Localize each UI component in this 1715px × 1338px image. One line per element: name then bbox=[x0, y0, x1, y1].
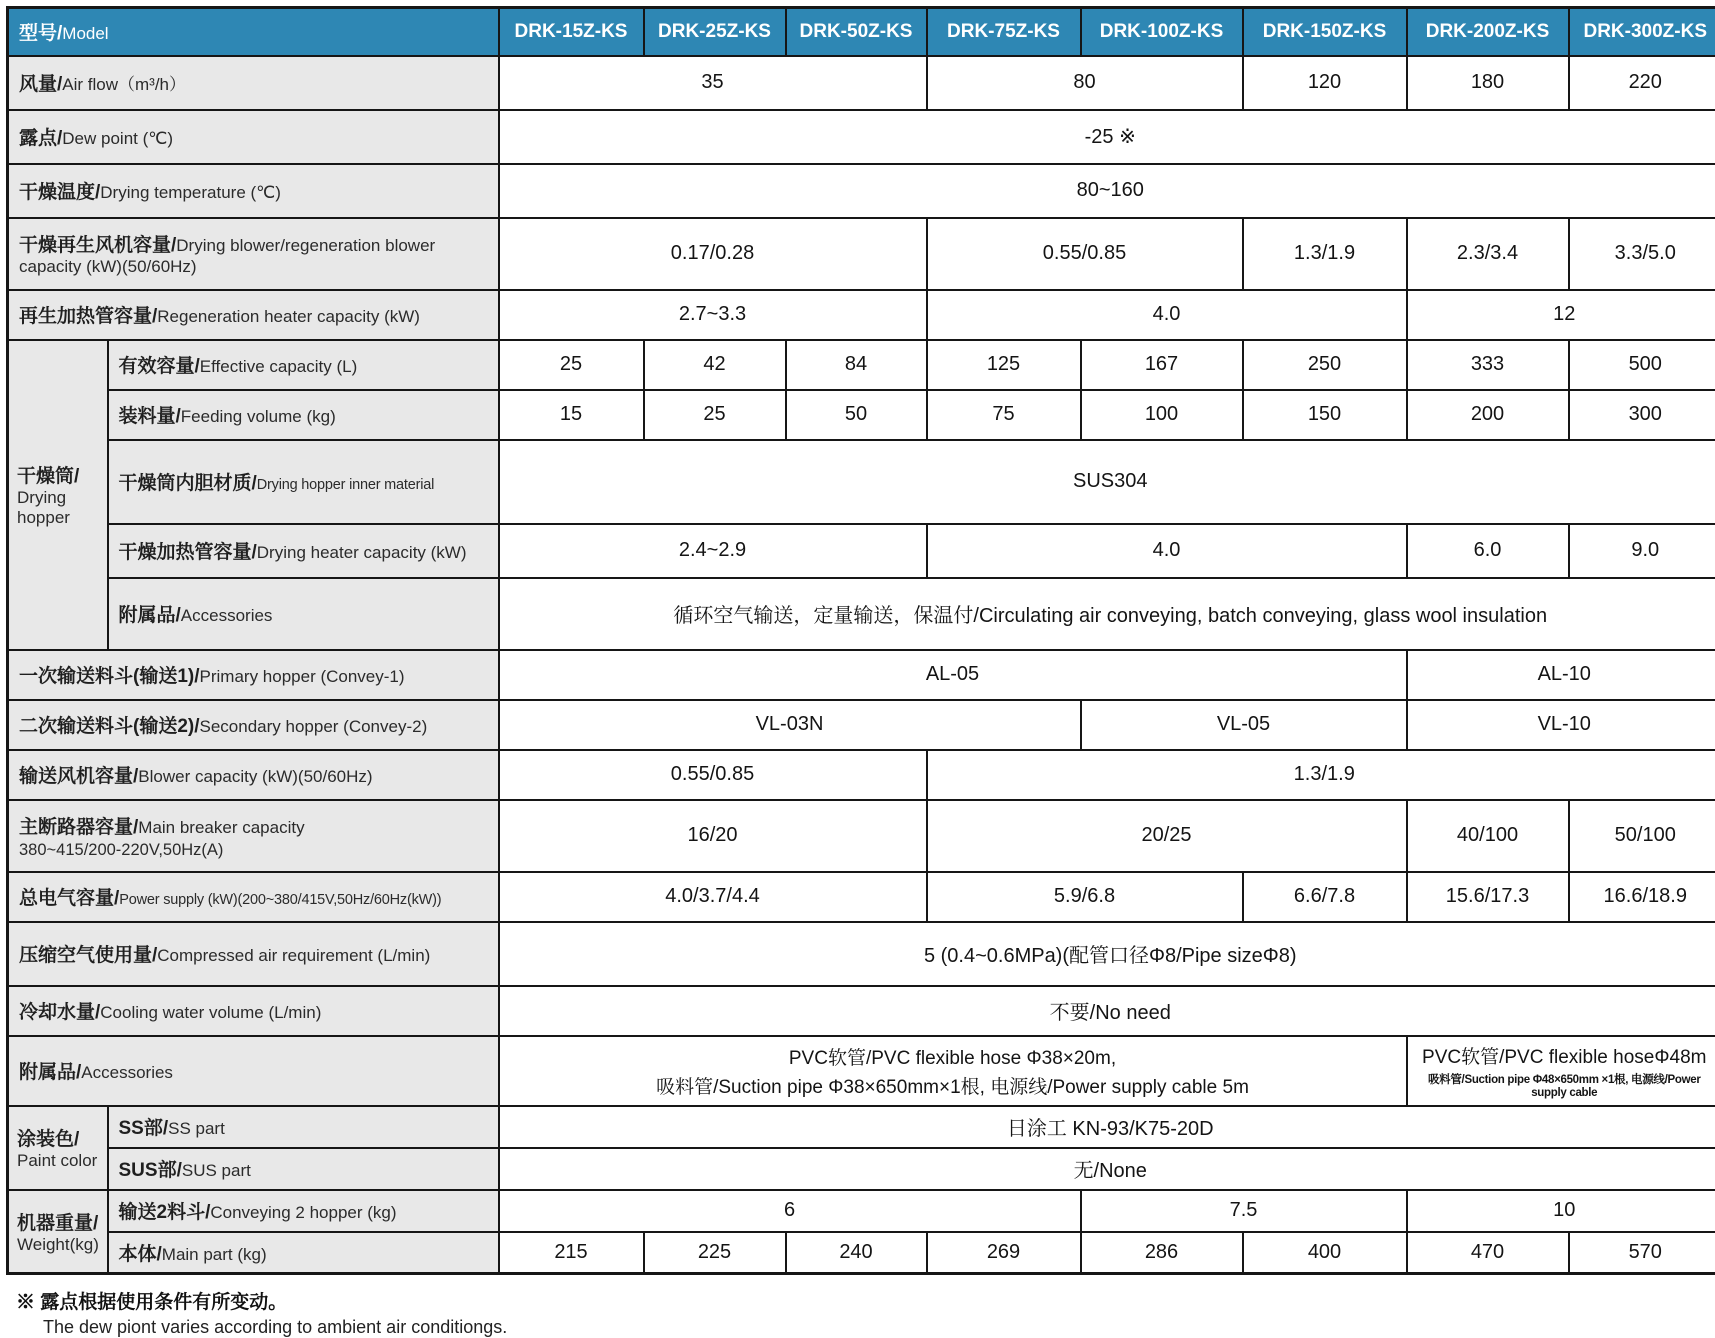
spec-cell: 日涂工 KN-93/K75-20D bbox=[499, 1106, 1715, 1148]
table-row-blower-capacity bbox=[8, 750, 1715, 800]
column-header-drk-15z: DRK-15Z-KS bbox=[499, 8, 644, 56]
spec-cell: 500 bbox=[1569, 340, 1715, 390]
table-row-hopper-accessories bbox=[8, 578, 1715, 650]
spec-cell: 50/100 bbox=[1569, 800, 1715, 872]
table-row-conveying-hopper bbox=[8, 1190, 1715, 1232]
spec-cell: 4.0 bbox=[927, 524, 1407, 578]
column-header-drk-50z: DRK-50Z-KS bbox=[786, 8, 927, 56]
row-label-sus-part: SUS部/SUS part bbox=[108, 1148, 499, 1190]
spec-cell: 5.9/6.8 bbox=[927, 872, 1243, 922]
spec-cell: 225 bbox=[644, 1232, 786, 1274]
model-header-label: 型号/Model bbox=[8, 8, 499, 56]
spec-cell: 250 bbox=[1243, 340, 1407, 390]
spec-cell: 0.55/0.85 bbox=[927, 218, 1243, 290]
spec-cell: 333 bbox=[1407, 340, 1569, 390]
spec-cell: 2.4~2.9 bbox=[499, 524, 927, 578]
spec-cell: -25 ※ bbox=[499, 110, 1715, 164]
spec-cell: 240 bbox=[786, 1232, 927, 1274]
spec-cell: 1.3/1.9 bbox=[927, 750, 1715, 800]
spec-cell: 0.55/0.85 bbox=[499, 750, 927, 800]
spec-cell: 84 bbox=[786, 340, 927, 390]
row-label-main-breaker: 主断路器容量/Main breaker capacity 380~415/200-220V,50Hz(A) bbox=[8, 800, 499, 872]
row-label-feeding-volume: 装料量/Feeding volume (kg) bbox=[108, 390, 499, 440]
table-row-primary-hopper bbox=[8, 650, 1715, 700]
column-header-drk-100z: DRK-100Z-KS bbox=[1081, 8, 1243, 56]
row-label-conveying-hopper: 输送2料斗/Conveying 2 hopper (kg) bbox=[108, 1190, 499, 1232]
spec-cell: 300 bbox=[1569, 390, 1715, 440]
spec-cell: 15.6/17.3 bbox=[1407, 872, 1569, 922]
table-row-main-part bbox=[8, 1232, 1715, 1274]
spec-cell: 570 bbox=[1569, 1232, 1715, 1274]
table-row-sus-part bbox=[8, 1148, 1715, 1190]
spec-cell: 200 bbox=[1407, 390, 1569, 440]
row-label-dew-point: 露点/Dew point (℃) bbox=[8, 110, 499, 164]
spec-cell: 10 bbox=[1407, 1190, 1715, 1232]
spec-cell: VL-03N bbox=[499, 700, 1081, 750]
row-label-accessories-main: 附属品/Accessories bbox=[8, 1036, 499, 1106]
spec-cell: 75 bbox=[927, 390, 1081, 440]
table-row-regen-heater bbox=[8, 290, 1715, 340]
spec-cell: 4.0 bbox=[927, 290, 1407, 340]
spec-cell-accessories-large: PVC软管/PVC flexible hoseΦ48m 吸料管/Suction pipe Φ48×650mm ×1根, 电源线/Power supply cable bbox=[1407, 1036, 1715, 1106]
row-label-blower-regen: 干燥再生风机容量/Drying blower/regeneration blower capacity (kW)(50/60Hz) bbox=[8, 218, 499, 290]
table-row-effective-capacity bbox=[8, 340, 1715, 390]
table-row-drying-heater bbox=[8, 524, 1715, 578]
row-label-drying-temp: 干燥温度/Drying temperature (℃) bbox=[8, 164, 499, 218]
spec-cell: 125 bbox=[927, 340, 1081, 390]
table-row-accessories-main bbox=[8, 1036, 1715, 1106]
spec-cell: 80 bbox=[927, 56, 1243, 110]
column-header-drk-200z: DRK-200Z-KS bbox=[1407, 8, 1569, 56]
spec-cell: AL-05 bbox=[499, 650, 1407, 700]
spec-cell: 80~160 bbox=[499, 164, 1715, 218]
row-label-blower-capacity: 输送风机容量/Blower capacity (kW)(50/60Hz) bbox=[8, 750, 499, 800]
spec-cell: 25 bbox=[644, 390, 786, 440]
spec-cell: 16/20 bbox=[499, 800, 927, 872]
spec-cell: VL-10 bbox=[1407, 700, 1715, 750]
spec-cell: 不要/No need bbox=[499, 986, 1715, 1036]
group-label-weight: 机器重量/ Weight(kg) bbox=[8, 1190, 108, 1274]
spec-cell: 4.0/3.7/4.4 bbox=[499, 872, 927, 922]
spec-cell: 7.5 bbox=[1081, 1190, 1407, 1232]
spec-cell-accessories-std: PVC软管/PVC flexible hose Φ38×20m, 吸料管/Suction pipe Φ38×650mm×1根, 电源线/Power supply cable 5m bbox=[499, 1036, 1407, 1106]
spec-cell: 100 bbox=[1081, 390, 1243, 440]
spec-cell: 150 bbox=[1243, 390, 1407, 440]
spec-cell: 9.0 bbox=[1569, 524, 1715, 578]
spec-cell: 269 bbox=[927, 1232, 1081, 1274]
table-row-feeding-volume bbox=[8, 390, 1715, 440]
spec-cell: 6 bbox=[499, 1190, 1081, 1232]
spec-cell: 循环空气输送，定量输送，保温付/Circulating air conveying, batch conveying, glass wool insulation bbox=[499, 578, 1715, 650]
table-row-inner-material bbox=[8, 440, 1715, 524]
spec-cell: 5 (0.4~0.6MPa)(配管口径Φ8/Pipe sizeΦ8) bbox=[499, 922, 1715, 986]
spec-cell: 50 bbox=[786, 390, 927, 440]
row-label-inner-material: 干燥筒内胆材质/Drying hopper inner material bbox=[108, 440, 499, 524]
header-row bbox=[8, 8, 1715, 56]
table-row-compressed-air bbox=[8, 922, 1715, 986]
spec-cell: 16.6/18.9 bbox=[1569, 872, 1715, 922]
footnote bbox=[16, 1287, 1715, 1338]
table-row-air-flow bbox=[8, 56, 1715, 110]
spec-cell: 470 bbox=[1407, 1232, 1569, 1274]
row-label-ss-part: SS部/SS part bbox=[108, 1106, 499, 1148]
spec-cell: 286 bbox=[1081, 1232, 1243, 1274]
table-row-drying-temp bbox=[8, 164, 1715, 218]
group-label-drying-hopper: 干燥筒/ Drying hopper bbox=[8, 340, 108, 650]
spec-cell: 15 bbox=[499, 390, 644, 440]
spec-cell: 400 bbox=[1243, 1232, 1407, 1274]
column-header-drk-300z: DRK-300Z-KS bbox=[1569, 8, 1715, 56]
table-row-cooling-water bbox=[8, 986, 1715, 1036]
spec-cell: 35 bbox=[499, 56, 927, 110]
group-label-paint-color: 涂装色/ Paint color bbox=[8, 1106, 108, 1190]
spec-cell: 215 bbox=[499, 1232, 644, 1274]
footnote-cn: ※ 露点根据使用条件有所变动。 bbox=[16, 1292, 288, 1313]
row-label-primary-hopper: 一次输送料斗(输送1)/Primary hopper (Convey-1) bbox=[8, 650, 499, 700]
table-row-dew-point bbox=[8, 110, 1715, 164]
row-label-power-supply: 总电气容量/Power supply (kW)(200~380/415V,50Hz/60Hz(kW)) bbox=[8, 872, 499, 922]
spec-cell: 无/None bbox=[499, 1148, 1715, 1190]
spec-cell: 12 bbox=[1407, 290, 1715, 340]
table-row-blower-regen bbox=[8, 218, 1715, 290]
spec-cell: 0.17/0.28 bbox=[499, 218, 927, 290]
spec-cell: 3.3/5.0 bbox=[1569, 218, 1715, 290]
row-label-drying-heater: 干燥加热管容量/Drying heater capacity (kW) bbox=[108, 524, 499, 578]
spec-cell: 25 bbox=[499, 340, 644, 390]
table-row-ss-part bbox=[8, 1106, 1715, 1148]
spec-cell: 40/100 bbox=[1407, 800, 1569, 872]
column-header-drk-150z: DRK-150Z-KS bbox=[1243, 8, 1407, 56]
table-row-secondary-hopper bbox=[8, 700, 1715, 750]
spec-cell: 180 bbox=[1407, 56, 1569, 110]
table-row-power-supply bbox=[8, 872, 1715, 922]
footnote-en: The dew piont varies according to ambient air conditiongs. bbox=[43, 1317, 508, 1337]
spec-cell: 42 bbox=[644, 340, 786, 390]
spec-cell: 2.3/3.4 bbox=[1407, 218, 1569, 290]
row-label-main-part: 本体/Main part (kg) bbox=[108, 1232, 499, 1274]
row-label-air-flow: 风量/Air flow（m³/h） bbox=[8, 56, 499, 110]
row-label-compressed-air: 压缩空气使用量/Compressed air requirement (L/min) bbox=[8, 922, 499, 986]
column-header-drk-75z: DRK-75Z-KS bbox=[927, 8, 1081, 56]
table-row-main-breaker bbox=[8, 800, 1715, 872]
column-header-drk-25z: DRK-25Z-KS bbox=[644, 8, 786, 56]
row-label-hopper-accessories: 附属品/Accessories bbox=[108, 578, 499, 650]
row-label-cooling-water: 冷却水量/Cooling water volume (L/min) bbox=[8, 986, 499, 1036]
spec-cell: 1.3/1.9 bbox=[1243, 218, 1407, 290]
spec-cell: 167 bbox=[1081, 340, 1243, 390]
spec-cell: 220 bbox=[1569, 56, 1715, 110]
spec-cell: 6.0 bbox=[1407, 524, 1569, 578]
spec-cell: 6.6/7.8 bbox=[1243, 872, 1407, 922]
spec-cell: 120 bbox=[1243, 56, 1407, 110]
row-label-effective-capacity: 有效容量/Effective capacity (L) bbox=[108, 340, 499, 390]
spec-cell: 2.7~3.3 bbox=[499, 290, 927, 340]
spec-cell: AL-10 bbox=[1407, 650, 1715, 700]
spec-cell: VL-05 bbox=[1081, 700, 1407, 750]
spec-cell: 20/25 bbox=[927, 800, 1407, 872]
row-label-regen-heater: 再生加热管容量/Regeneration heater capacity (kW) bbox=[8, 290, 499, 340]
row-label-secondary-hopper: 二次输送料斗(输送2)/Secondary hopper (Convey-2) bbox=[8, 700, 499, 750]
spec-cell: SUS304 bbox=[499, 440, 1715, 524]
spec-table bbox=[6, 6, 1715, 1275]
